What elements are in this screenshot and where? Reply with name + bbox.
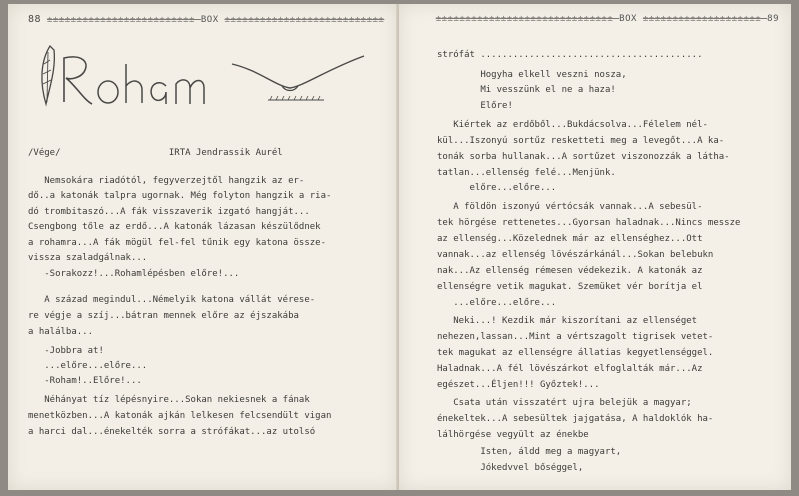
text-line: Haladnak...A fél lövészárkot elfoglalták már...Az (437, 364, 703, 374)
left-header-strike: ±±±±±±±±±±±±±±±±±±±±±±±±± (46, 15, 201, 25)
text-line: tek magukat az ellenségre állatias kegyetlenséggel. (437, 348, 714, 358)
left-header-strike-2: ±±±±±±±±±±±±±±±±±±±±±±±±±±± (224, 15, 385, 25)
text-line: Hogyha elkell veszni nosza, (437, 70, 627, 80)
text-line: A földön iszonyú vértócsák vannak...A sebesül- (437, 202, 703, 212)
text-line: a halálba... (28, 327, 94, 337)
text-line: Jókedvvel bőséggel, (437, 463, 584, 473)
text-line: Kiértek az erdőből...Bukdácsolva...Félelem nél- (437, 120, 708, 130)
text-line: Csata után visszatért ujra belejük a magyar; (437, 398, 692, 408)
text-line: tatlan...ellenség felé...Menjünk. (437, 168, 616, 178)
text-line: ellenségre vetik magukat. Szemüket vér borítja el (437, 282, 703, 292)
left-page-number: 88 (28, 14, 42, 25)
text-line: egészet...Éljen!!! Győztek!... (437, 380, 600, 390)
flying-bird-drawing (228, 52, 368, 112)
right-header-strike: ±±±±±±±±±±±±±±±±±±±±±±±±±±±±±± (435, 14, 620, 24)
text-line: nehezen,lassan...Mint a vértszagolt tigrisek vetet- (437, 332, 714, 342)
text-line: kül...Iszonyú sortűz resketteti meg a levegőt...A ka- (437, 136, 725, 146)
text-line: vissza szaladgálnak... (28, 253, 148, 263)
text-line: lálhörgése vegyült az énekbe (437, 430, 589, 440)
text-line: Mi vesszünk el ne a haza! (437, 85, 616, 95)
text-line: az ellenség...Közelednek már az ellenséghez...Ott (437, 234, 703, 244)
text-line: /Vége/ IRTA Jendrassik Aurél (28, 148, 283, 158)
text-line: előre...előre... (437, 183, 557, 193)
text-line: ...előre...előre... (28, 361, 148, 371)
text-line: strófát ......................................... (437, 50, 703, 60)
left-page-header (28, 14, 384, 25)
text-line: Csengbong tőle az erdő...A katonák lázasan készülődnek (28, 222, 321, 232)
text-line: Isten, áldd meg a magyart, (437, 447, 622, 457)
right-page-number: 89 (767, 14, 779, 24)
text-line: dő..a katonák talpra ugornak. Még folyton hangzik a ria- (28, 191, 332, 201)
text-line: a rohamra...A fák mögül fel-fel tűnik egy katona össze- (28, 238, 327, 248)
text-line: a harci dal...énekelték sorra a strófákat...az utolsó (28, 427, 316, 437)
text-line: re végje a szíj...bátran mennek előre az éjszakába (28, 311, 299, 321)
text-line: tonák sorba hullanak...A sortűzet viszonozzák a látha- (437, 152, 730, 162)
text-line: Neki...! Kezdik már kiszorítani az ellenséget (437, 316, 698, 326)
text-line: dó trombitaszó...A fák visszaverik izgató hangját... (28, 207, 310, 217)
text-line: -Sorakozz!...Rohamlépésben előre!... (28, 269, 240, 279)
text-line: Előre! (437, 101, 513, 111)
text-line: A század megindul...Némelyik katona vállát vérese- (28, 295, 316, 305)
text-line: menetközben...A katonák ajkán lelkesen felcsendült vigan (28, 411, 332, 421)
right-page-header (436, 14, 779, 24)
text-line: -Jobbra at! (28, 346, 104, 356)
text-line: Nemsokára riadótól, fegyverzejtől hangzik az er- (28, 176, 305, 186)
text-line: énekeltek...A sebesültek jajgatása, A haldoklók ha- (437, 414, 714, 424)
text-line: vannak...az ellenség lövészárkánál...Sokan belebukn (437, 250, 714, 260)
left-header-label: BOX (200, 15, 219, 25)
text-line: nak...Az ellenség rémesen védekezik. A katonák az (437, 266, 703, 276)
text-line: tek hörgése rettenetes...Gyorsan haladnak...Nincs messze (437, 218, 741, 228)
text-line: ...előre...előre... (437, 298, 557, 308)
roham-title-drawing (34, 42, 244, 127)
right-header-label: BOX (619, 14, 637, 24)
right-page (399, 4, 791, 490)
text-line: Néhányat tíz lépésnyire...Sokan nekiesnek a fának (28, 395, 310, 405)
right-header-strike-2: ±±±±±±±±±±±±±±±±±±±± (642, 14, 768, 24)
text-line: -Roham!..Előre!... (28, 376, 142, 386)
